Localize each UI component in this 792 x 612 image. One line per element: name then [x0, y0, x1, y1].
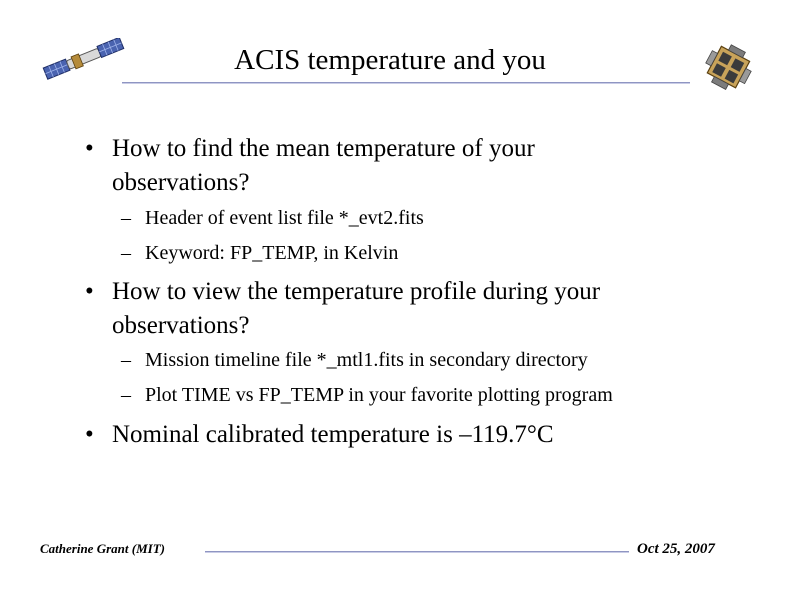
- sub-bullet-item: [121, 204, 424, 232]
- bullet-line: observations?: [112, 169, 250, 196]
- acis-instrument-icon: [700, 42, 756, 94]
- footer-divider: [205, 551, 629, 553]
- sub-bullet-text: Mission timeline file *_mtl1.fits in secondary directory: [145, 349, 588, 371]
- bullet-dot: •: [85, 421, 94, 448]
- bullet-dot: •: [85, 135, 94, 162]
- footer-author: Catherine Grant (MIT): [40, 541, 165, 556]
- title-divider: [122, 82, 690, 84]
- bullet-line: observations?: [112, 312, 250, 339]
- sub-bullet-dash: –: [121, 349, 131, 371]
- bullet-item: [85, 275, 732, 343]
- sub-bullet-text: Keyword: FP_TEMP, in Kelvin: [145, 242, 399, 264]
- sub-bullet-dash: –: [121, 384, 131, 406]
- slide-title: ACIS temperature and you: [234, 44, 546, 76]
- bullet-line: Nominal calibrated temperature is –119.7°C: [112, 421, 554, 448]
- bullet-dot: •: [85, 278, 94, 305]
- sub-bullet-text: Plot TIME vs FP_TEMP in your favorite plotting program: [145, 384, 613, 406]
- bullet-item: [85, 132, 732, 200]
- sub-bullet-item: [121, 381, 613, 409]
- bullet-item: [85, 418, 732, 452]
- footer-date: Oct 25, 2007: [637, 541, 715, 557]
- sub-bullet-item: [121, 239, 399, 267]
- sub-bullet-text: Header of event list file *_evt2.fits: [145, 207, 424, 229]
- sub-bullet-item: [121, 346, 588, 374]
- bullet-line: How to view the temperature profile during your: [112, 278, 601, 305]
- sub-bullet-dash: –: [121, 207, 131, 229]
- sub-bullet-dash: –: [121, 242, 131, 264]
- bullet-line: How to find the mean temperature of your: [112, 135, 535, 162]
